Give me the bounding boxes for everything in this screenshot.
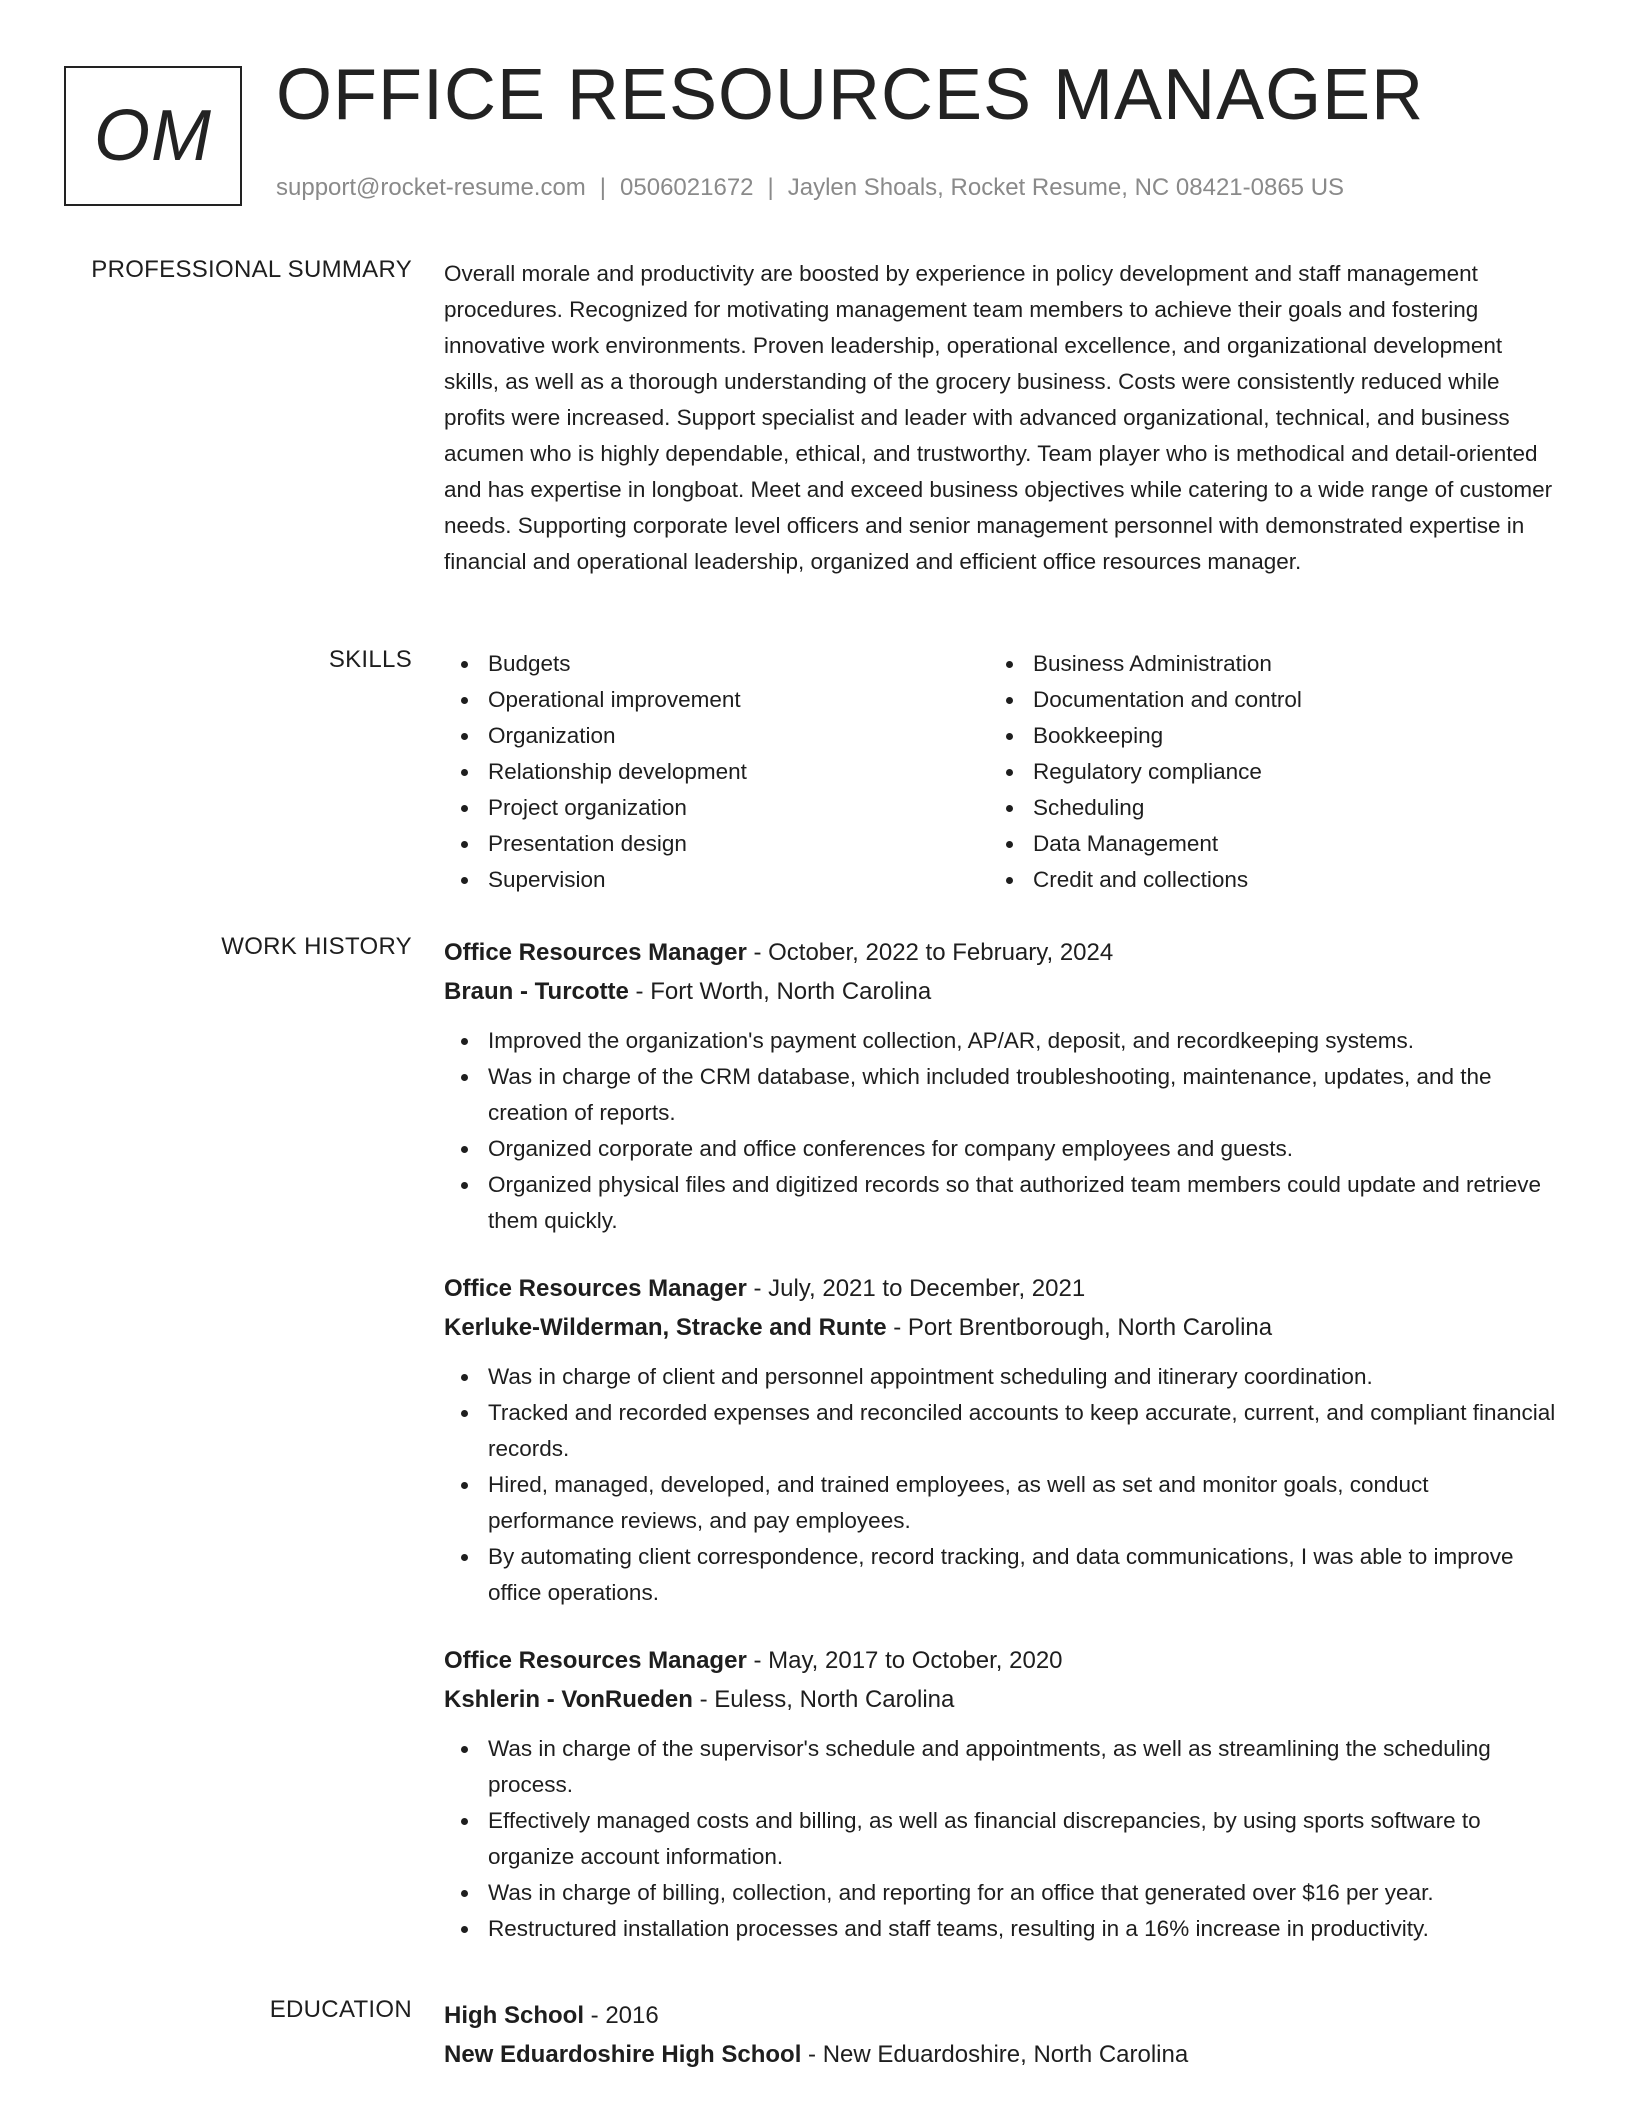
job-bullet-item: Improved the organization's payment collection, AP/AR, deposit, and recordkeeping systems. [444,1023,1556,1059]
job-title-line [444,1269,1556,1308]
skill-item: Organization [444,718,989,754]
skill-item: Regulatory compliance [989,754,1534,790]
job-company-line [444,1308,1556,1347]
summary-text: Overall morale and productivity are boosted by experience in policy development and staff management procedures. Recognized for motivating management team members to achieve their goals and fostering innovative work environments. Proven leadership, operational excellence, and organizational development skills, as well as a thorough understanding of the grocery business. Costs were consistently reduced while profits were increased. Support specialist and leader with advanced organizational, technical, and business acumen who is highly dependable, ethical, and trustworthy. Team player who is methodical and detail-oriented and has expertise in longboat. Meet and exceed business objectives while catering to a wide range of customer needs. Supporting corporate level officers and senior management personnel with demonstrated expertise in financial and operational leadership, organized and efficient office resources manager. [444,261,1553,574]
education-degree: High School [444,2002,584,2029]
job-bullet-item: Effectively managed costs and billing, as well as financial discrepancies, by using sports software to organize account information. [444,1803,1556,1875]
contact-phone: 0506021672 [620,174,754,201]
job-bullet-item: Was in charge of client and personnel appointment scheduling and itinerary coordination. [444,1359,1556,1395]
job-bullet-item: Was in charge of the CRM database, which included troubleshooting, maintenance, updates, and the creation of reports. [444,1059,1556,1131]
job-bullet-item: Hired, managed, developed, and trained employees, as well as set and monitor goals, conduct performance reviews, and pay employees. [444,1467,1556,1539]
job-entry [444,1641,1556,1947]
job-title-line [444,1641,1556,1680]
job-bullet-item: Tracked and recorded expenses and reconciled accounts to keep accurate, current, and compliant financial records. [444,1395,1556,1467]
education-degree-line [444,1996,1556,2035]
job-location: - Fort Worth, North Carolina [628,978,932,1005]
education-school: New Eduardoshire High School [444,2041,802,2068]
job-company-line [444,1680,1556,1719]
contact-separator: | [599,174,607,201]
job-dates: - May, 2017 to October, 2020 [746,1647,1063,1674]
job-company: Kshlerin - VonRueden [444,1686,693,1713]
job-bullets [444,1731,1556,1947]
skill-item: Budgets [444,646,989,682]
skill-item: Scheduling [989,790,1534,826]
summary-body [444,256,1556,580]
job-location: - Euless, North Carolina [692,1686,955,1713]
skill-item: Documentation and control [989,682,1534,718]
education-location: - New Eduardoshire, North Carolina [801,2041,1189,2068]
job-title: Office Resources Manager [444,1647,747,1674]
job-bullets [444,1359,1556,1611]
skill-item: Presentation design [444,826,989,862]
job-entry [444,1269,1556,1611]
job-dates: - July, 2021 to December, 2021 [746,1275,1086,1302]
contact-address: Jaylen Shoals, Rocket Resume, NC 08421-0865 US [787,174,1345,201]
education-year: - 2016 [584,2002,659,2029]
contact-line [276,174,1344,202]
section-label-work-history: WORK HISTORY [221,933,412,960]
education-school-line [444,2035,1556,2074]
skill-item: Data Management [989,826,1534,862]
resume-title: OFFICE RESOURCES MANAGER [276,55,1425,135]
section-label-summary: PROFESSIONAL SUMMARY [91,256,412,283]
skill-item: Supervision [444,862,989,898]
job-location: - Port Brentborough, North Carolina [886,1314,1273,1341]
job-title: Office Resources Manager [444,1275,747,1302]
job-company-line [444,972,1556,1011]
job-company: Kerluke-Wilderman, Stracke and Runte [444,1314,887,1341]
section-label-education: EDUCATION [269,1996,412,2023]
contact-separator: | [767,174,774,201]
skill-item: Credit and collections [989,862,1534,898]
skill-item: Operational improvement [444,682,989,718]
job-entry [444,933,1556,1239]
work-history-body [444,933,1556,1977]
skill-item: Business Administration [989,646,1534,682]
contact-email: support@rocket-resume.com [276,174,586,201]
job-bullet-item: Was in charge of billing, collection, and reporting for an office that generated over $16 per year. [444,1875,1556,1911]
skill-item: Bookkeeping [989,718,1534,754]
job-title-line [444,933,1556,972]
job-title: Office Resources Manager [444,939,747,966]
job-bullets [444,1023,1556,1239]
job-bullet-item: Restructured installation processes and staff teams, resulting in a 16% increase in productivity. [444,1911,1556,1947]
skill-item: Relationship development [444,754,989,790]
skills-list [444,646,1556,898]
job-bullet-item: Was in charge of the supervisor's schedule and appointments, as well as streamlining the scheduling process. [444,1731,1556,1803]
job-bullet-item: By automating client correspondence, record tracking, and data communications, I was able to improve office operations. [444,1539,1556,1611]
skills-body [444,646,1556,898]
skill-item: Project organization [444,790,989,826]
monogram-badge: OM [64,66,242,206]
education-body [444,1996,1556,2074]
job-company: Braun - Turcotte [444,978,629,1005]
job-bullet-item: Organized physical files and digitized records so that authorized team members could update and retrieve them quickly. [444,1167,1556,1239]
job-dates: - October, 2022 to February, 2024 [746,939,1114,966]
job-bullet-item: Organized corporate and office conferences for company employees and guests. [444,1131,1556,1167]
section-label-skills: SKILLS [328,646,412,673]
